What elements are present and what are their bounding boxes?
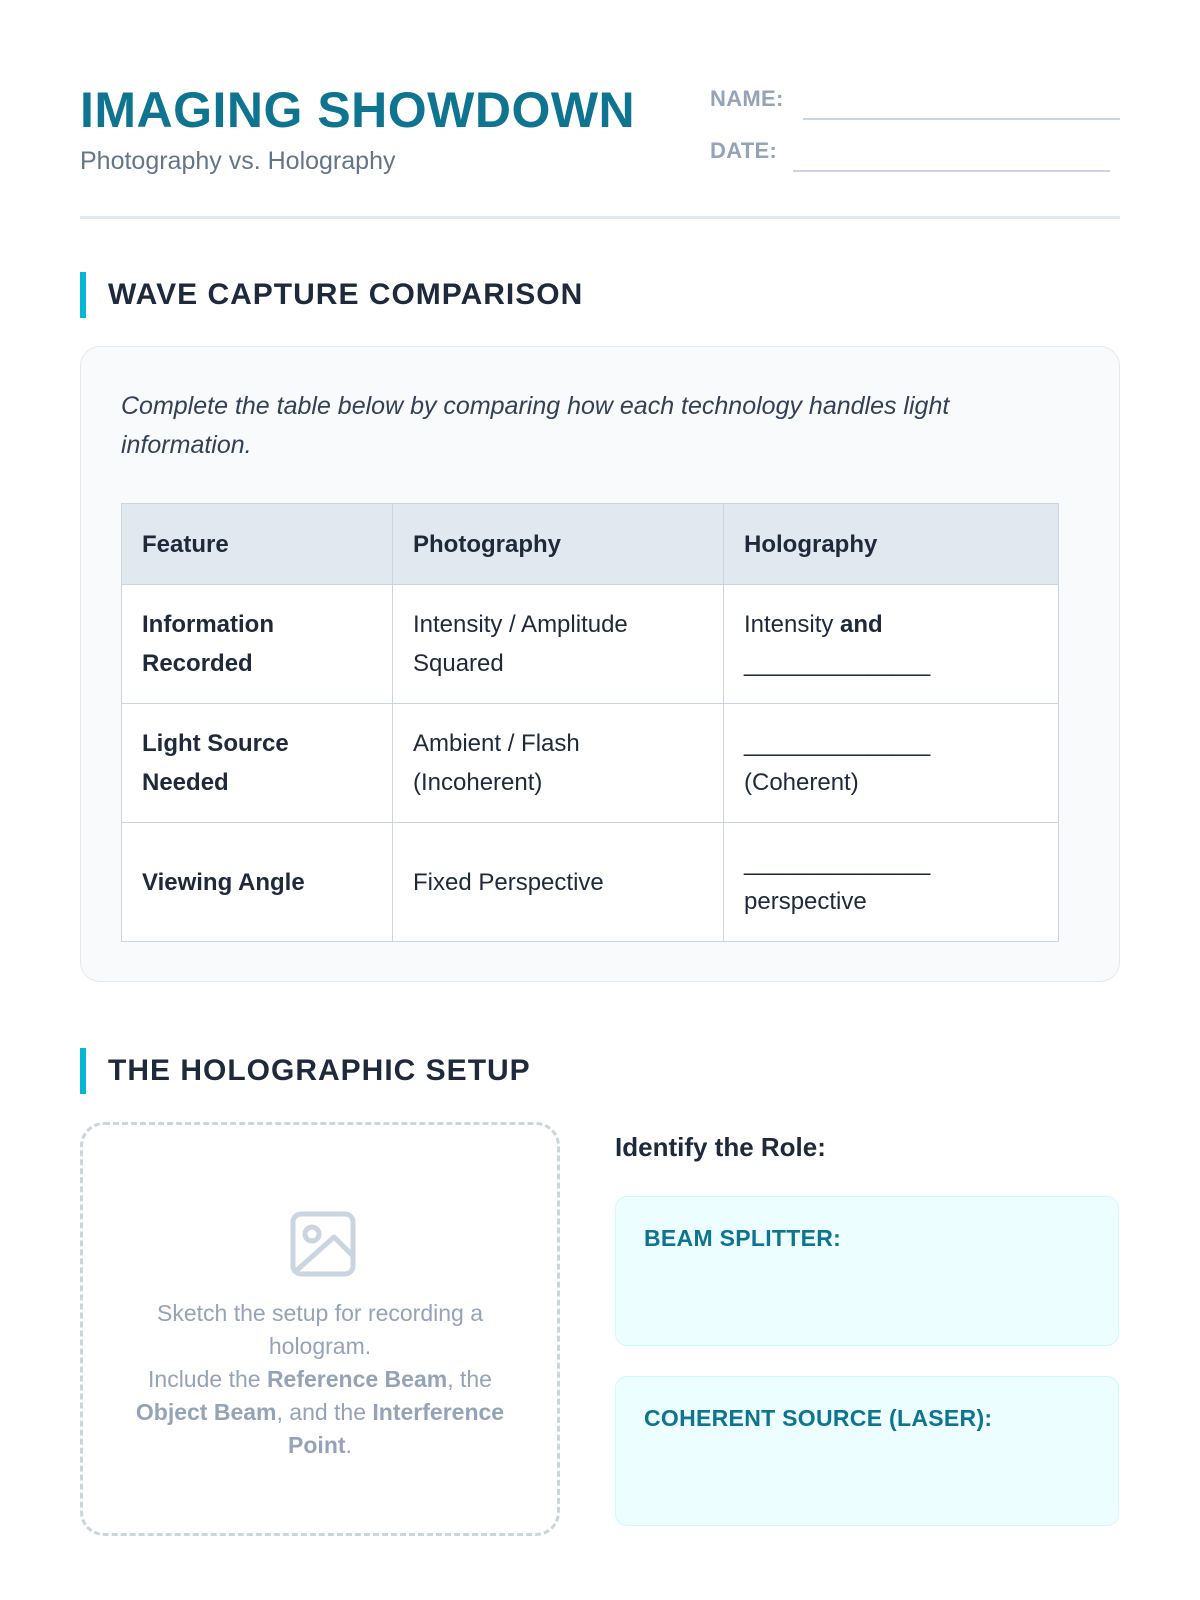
table-header-cell: Feature [122,504,393,585]
feature-cell: Information Recorded [122,585,393,704]
role-label: BEAM SPLITTER: [644,1225,842,1251]
holography-text: (Coherent) [744,769,859,796]
name-line[interactable] [803,118,1120,120]
holography-cell[interactable] [724,704,1059,823]
photography-cell: Intensity / Amplitude Squared [393,585,724,704]
sketch-area[interactable] [80,1122,560,1536]
role-box-beam-splitter[interactable] [615,1196,1119,1346]
holography-cell[interactable] [724,585,1059,704]
table-row [122,823,1059,942]
sketch-text: Include the [148,1366,267,1392]
answer-blank[interactable]: _______________ [744,650,930,677]
instructions-text: Complete the table below by comparing how each technology handles light information. [121,392,950,459]
role-box-coherent-source[interactable] [615,1376,1119,1526]
section-heading-holographic-setup: THE HOLOGRAPHIC SETUP [80,1048,531,1094]
worksheet-header [80,80,1120,220]
role-title: Identify the Role: [615,1132,826,1162]
feature-cell: Viewing Angle [122,823,393,942]
sketch-text: . [345,1432,352,1458]
sketch-text: , and the [276,1399,373,1425]
sketch-term: Object Beam [135,1399,277,1425]
holography-cell[interactable] [724,823,1059,942]
holography-bold-text: and [840,611,883,638]
table-header-row [122,504,1059,585]
table-header-cell: Photography [393,504,724,585]
sketch-text: , the [447,1366,492,1392]
page-subtitle: Photography vs. Holography [80,147,396,175]
date-line[interactable] [793,170,1110,172]
table-row [122,585,1059,704]
role-label: COHERENT SOURCE (LASER): [644,1405,993,1431]
holography-text: Intensity [744,611,841,638]
image-icon [290,1211,356,1282]
table-header-cell: Holography [724,504,1059,585]
comparison-table [121,503,1059,942]
date-label: DATE: [710,138,778,163]
name-label: NAME: [710,86,784,111]
photography-cell: Fixed Perspective [393,823,724,942]
sketch-line: Sketch the setup for recording a hologram. [156,1300,484,1359]
feature-cell: Light Source Needed [122,704,393,823]
photography-cell: Ambient / Flash (Incoherent) [393,704,724,823]
holography-text: perspective [744,888,867,915]
sketch-instructions [113,1297,527,1462]
sketch-term: Reference Beam [266,1366,448,1392]
page-title: IMAGING SHOWDOWN [80,82,636,138]
date-field[interactable] [710,132,1120,172]
answer-blank[interactable]: _______________ [744,849,930,876]
table-row [122,704,1059,823]
section-heading-wave-capture: WAVE CAPTURE COMPARISON [80,272,583,318]
header-divider [80,216,1120,219]
name-field[interactable] [710,80,1120,120]
comparison-card [80,346,1120,982]
answer-blank[interactable]: _______________ [744,730,930,757]
sketch-term: Interference Point [288,1399,505,1458]
